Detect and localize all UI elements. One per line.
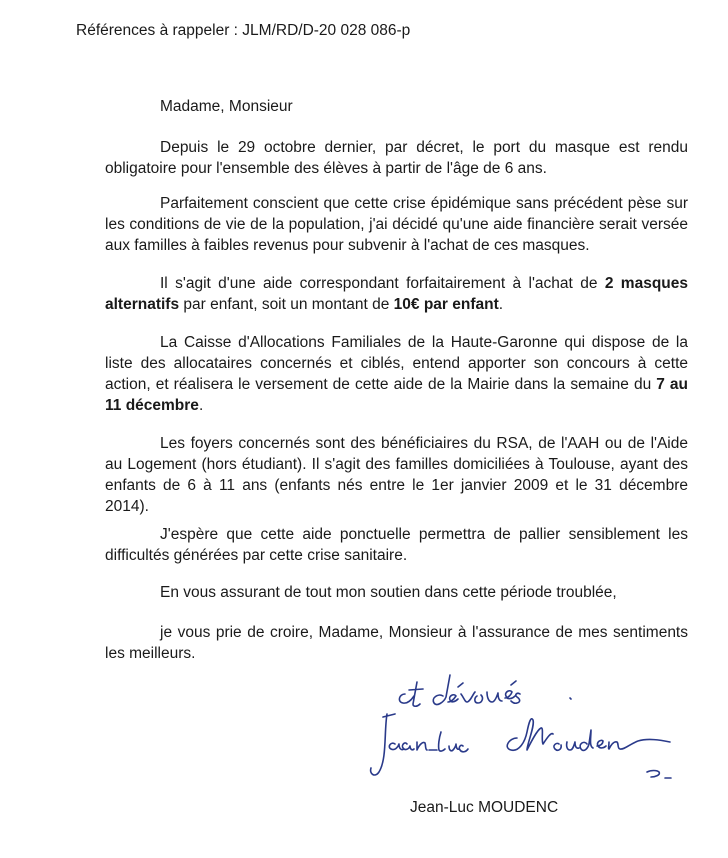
bold-amount: 10€ par enfant xyxy=(393,296,499,313)
handwritten-signature xyxy=(365,672,695,787)
signature-closing-stroke xyxy=(399,682,423,706)
salutation: Madame, Monsieur xyxy=(160,98,293,115)
paragraph-6: J'espère que cette aide ponctuelle permettra de pallier sensiblement les difficultés générées par cette crise sanitaire. xyxy=(105,526,688,564)
bold-masks: 2 masques alternatifs xyxy=(105,275,688,313)
paragraph-7: En vous assurant de tout mon soutien dans cette période troublée, xyxy=(160,584,617,601)
paragraph-1: Depuis le 29 octobre dernier, par décret, le port du masque est rendu obligatoire pour l'ensemble des élèves à partir de l'âge de 6 ans. xyxy=(105,139,688,177)
signature-dot xyxy=(570,698,571,699)
paragraph-2: Parfaitement conscient que cette crise épidémique sans précédent pèse sur les conditions de vie de la population, j'ai décidé qu'une aide financière serait versée aux familles à faibles revenus pour subvenir à l'achat de ces masques. xyxy=(105,195,688,254)
signature-closing-stroke xyxy=(433,675,463,704)
reference-line: Références à rappeler : JLM/RD/D-20 028 086-p xyxy=(76,22,411,39)
signature-flourish xyxy=(647,771,671,779)
bold-dates: 7 au 11 décembre xyxy=(105,376,689,414)
signature-name-stroke xyxy=(371,714,427,775)
paragraph-5: Les foyers concernés sont des bénéficiaires du RSA, de l'AAH ou de l'Aide au Logement (hors étudiant). Il s'agit des familles domiciliées à Toulouse, ayant des enfants de 6 à 11 ans (enfants nés entre le 1er janvier 2009 et le 31 décembre 2014). xyxy=(105,435,688,515)
signature-name-stroke xyxy=(429,732,468,752)
signer-name: Jean-Luc MOUDENC xyxy=(410,799,559,816)
signature-closing-stroke xyxy=(461,681,520,703)
signature-name-stroke xyxy=(507,719,670,751)
paragraph-8: je vous prie de croire, Madame, Monsieur à l'assurance de mes sentiments les meilleurs. xyxy=(105,624,688,662)
paragraph-3: Il s'agit d'une aide correspondant forfaitairement à l'achat de 2 masques alternatifs par enfant, soit un montant de 10€ par enfant. xyxy=(105,275,688,313)
paragraph-4: La Caisse d'Allocations Familiales de la Haute-Garonne qui dispose de la liste des allocataires concernés et ciblés, entend apporter son concours à cette action, et réalisera le versement de cette aide de la Mairie dans la semaine du 7 au 11 décembre. xyxy=(105,334,689,414)
